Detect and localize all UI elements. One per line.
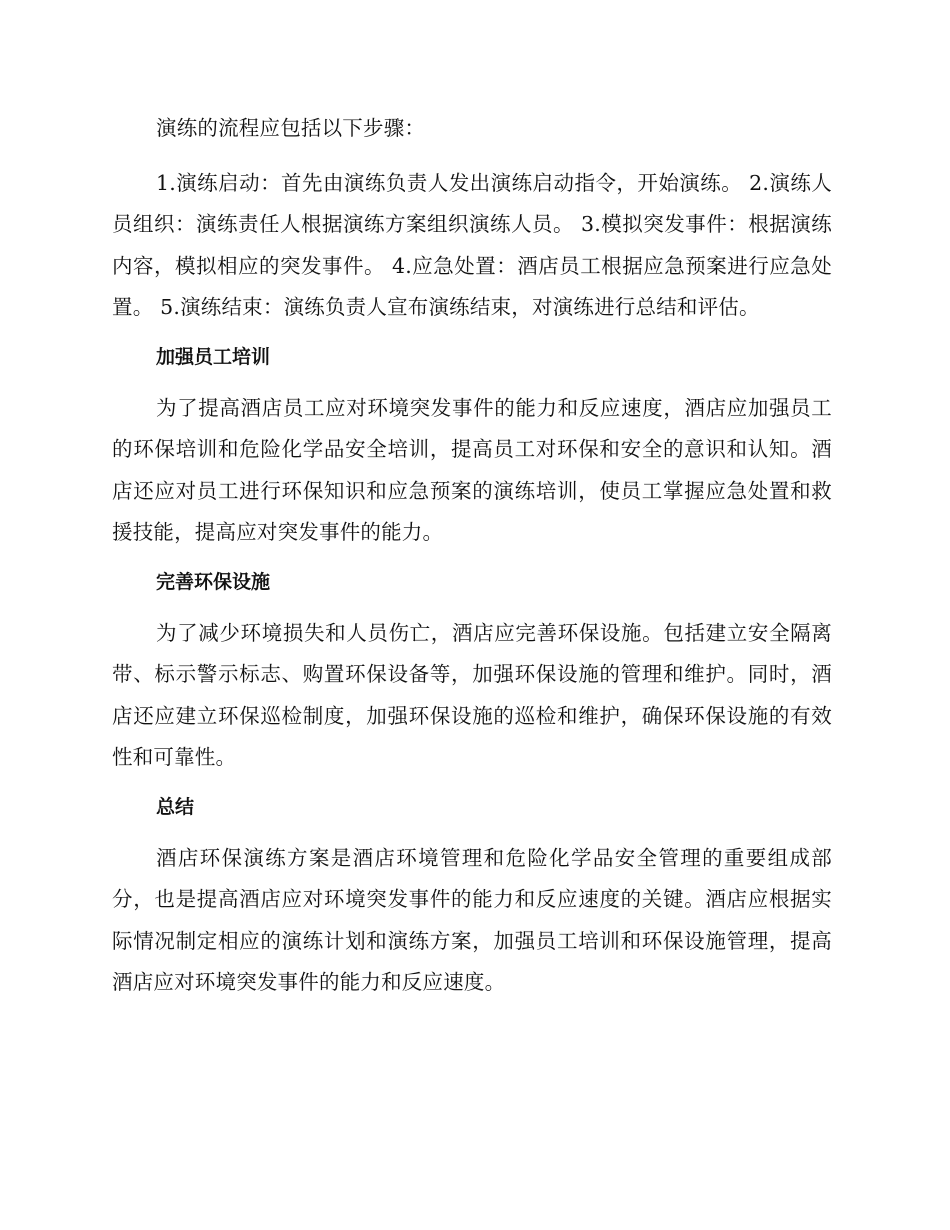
summary-paragraph: 酒店环保演练方案是酒店环境管理和危险化学品安全管理的重要组成部分，也是提高酒店应对环境突发事件的能力和反应速度的关键。酒店应根据实际情况制定相应的演练计划和演练方案，加强员工培训和环保设施管理，提高酒店应对环境突发事件的能力和反应速度。 [112,845,832,994]
intro-paragraph: 演练的流程应包括以下步骤： [156,116,426,140]
facilities-heading: 完善环保设施 [156,570,271,593]
training-paragraph: 为了提高酒店员工应对环境突发事件的能力和反应速度，酒店应加强员工的环保培训和危险化学品安全培训，提高员工对环保和安全的意识和认知。酒店还应对员工进行环保知识和应急预案的演练培训，使员工掌握应急处置和救援技能，提高应对突发事件的能力。 [112,395,832,544]
summary-heading: 总结 [156,795,195,818]
training-heading: 加强员工培训 [156,345,271,368]
facilities-paragraph: 为了减少环境损失和人员伤亡，酒店应完善环保设施。包括建立安全隔离带、标示警示标志、购置环保设备等，加强环保设施的管理和维护。同时，酒店还应建立环保巡检制度，加强环保设施的巡检和维护，确保环保设施的有效性和可靠性。 [112,620,832,769]
steps-paragraph: 1.演练启动：首先由演练负责人发出演练启动指令，开始演练。 2.演练人员组织：演练责任人根据演练方案组织演练人员。 3.模拟突发事件：根据演练内容，模拟相应的突发事件。 4.应急处置：酒店员工根据应急预案进行应急处置。 5.演练结束：演练负责人宣布演练结束，对演练进行总结和评估。 [112,170,832,319]
document-page [112,108,832,1017]
